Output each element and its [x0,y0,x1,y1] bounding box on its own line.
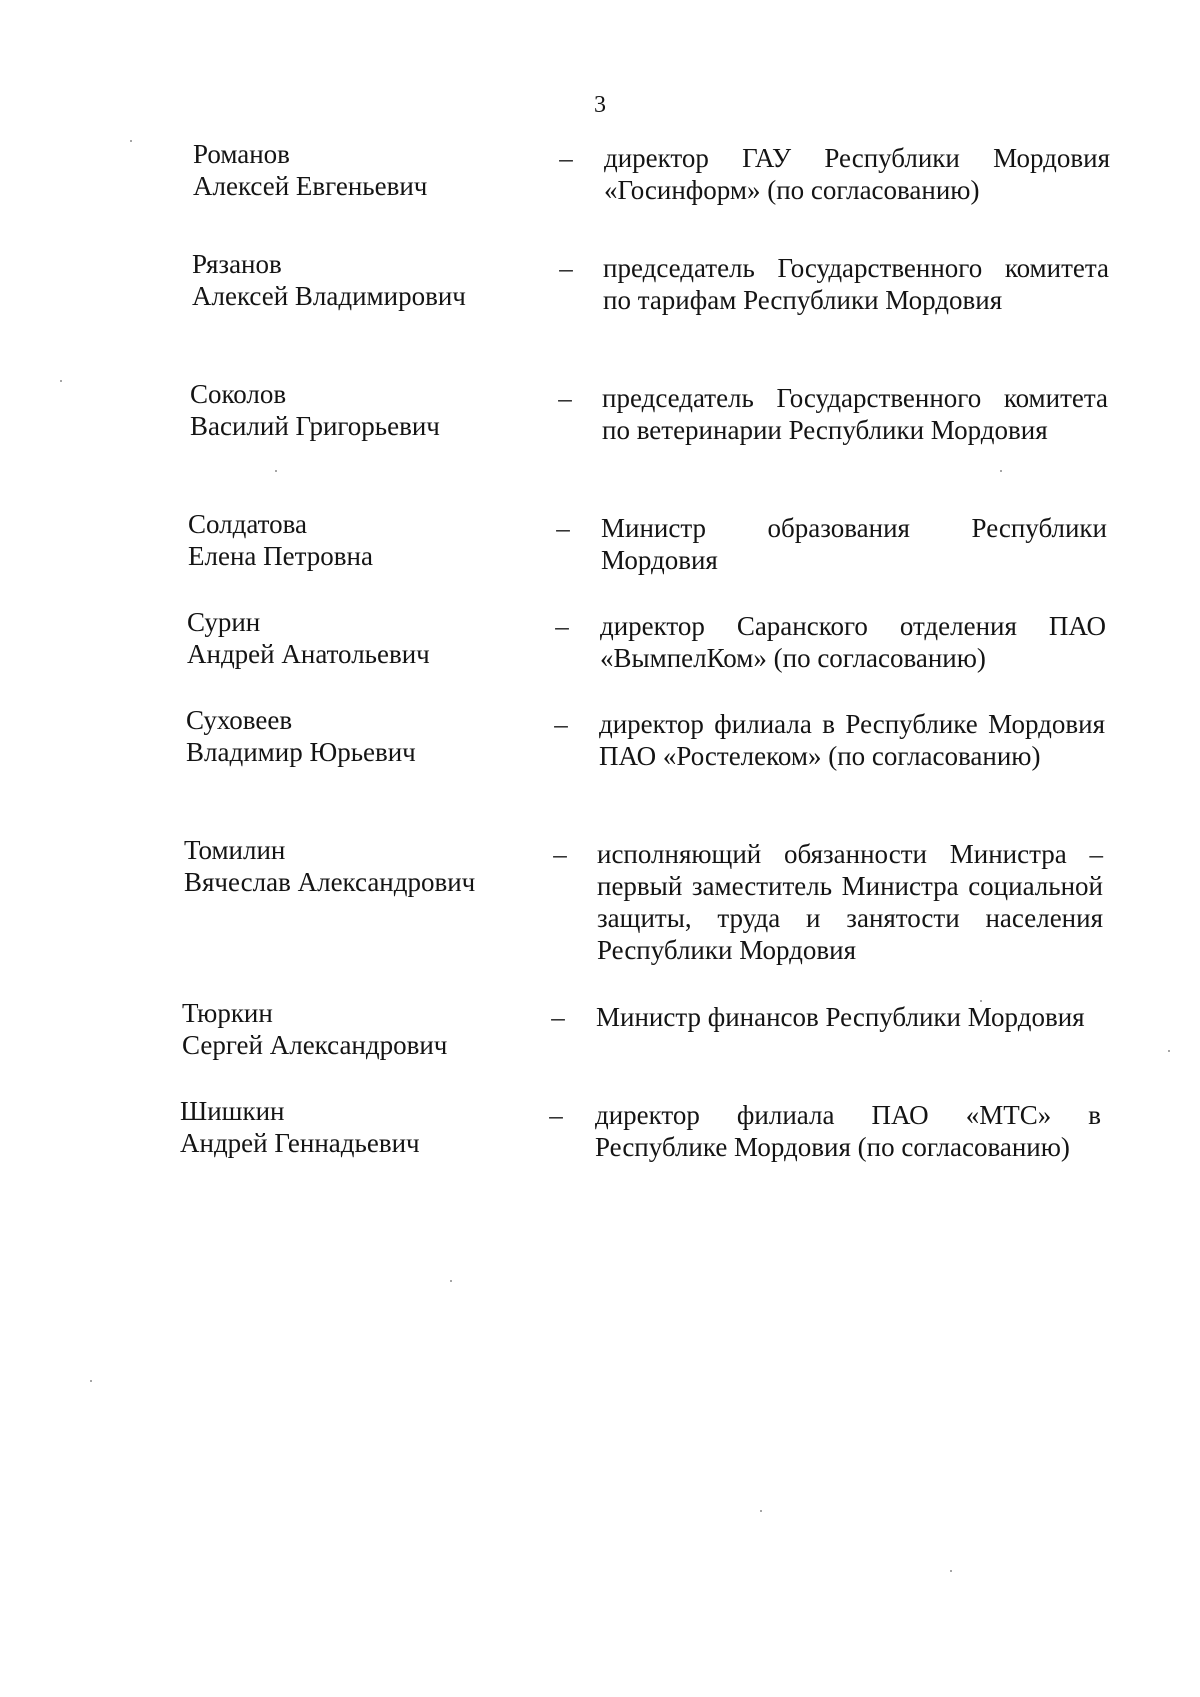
member-role: директор филиала ПАО «МТС» в Республике Мордовия (по согласованию) [595,1100,1101,1162]
scan-speck [1000,470,1002,472]
member-name [187,606,497,670]
member-surname: Томилин [184,835,286,865]
scan-speck [980,1000,982,1002]
member-given-names: Андрей Анатольевич [187,639,430,669]
member-given-names: Алексей Евгеньевич [193,171,428,201]
member-given-names: Андрей Геннадьевич [180,1128,420,1158]
scan-speck [1168,1050,1170,1052]
separator-dash: – [551,1002,565,1032]
member-surname: Рязанов [192,249,282,279]
member-name [188,508,498,572]
separator-dash: – [554,709,568,739]
member-role: Министр финансов Республики Мордовия [596,1002,1085,1032]
separator-dash: – [555,611,569,641]
member-surname: Тюркин [182,998,273,1028]
member-given-names: Василий Григорьевич [190,411,440,441]
member-role: директор ГАУ Республики Мордовия «Госинформ» (по согласованию) [604,143,1110,205]
member-role: председатель Государственного комитета по ветеринарии Республики Мордовия [602,383,1108,445]
member-surname: Романов [193,139,290,169]
member-role: директор филиала в Республике Мордовия ПАО «Ростелеком» (по согласованию) [599,709,1105,771]
member-given-names: Вячеслав Александрович [184,867,476,897]
member-given-names: Алексей Владимирович [192,281,466,311]
scan-speck [760,1510,762,1512]
member-role: директор Саранского отделения ПАО «ВымпелКом» (по согласованию) [600,611,1106,673]
separator-dash: – [549,1100,563,1130]
member-name [192,248,502,312]
separator-dash: – [559,253,573,283]
scan-speck [90,1380,92,1382]
member-name [180,1095,490,1159]
separator-dash: – [558,383,572,413]
scan-speck [950,1570,952,1572]
scan-speck [275,470,277,472]
member-given-names: Елена Петровна [188,541,373,571]
member-name [190,378,500,442]
separator-dash: – [553,839,567,869]
member-surname: Соколов [190,379,287,409]
member-surname: Суховеев [186,705,293,735]
member-role: председатель Государственного комитета по тарифам Республики Мордовия [603,253,1109,315]
member-given-names: Сергей Александрович [182,1030,448,1060]
page-number: 3 [594,92,606,118]
member-surname: Сурин [187,607,261,637]
member-name [186,704,496,768]
member-name [193,138,503,202]
member-name [182,997,492,1061]
member-surname: Солдатова [188,509,307,539]
scan-speck [450,1280,452,1282]
scan-speck [60,380,62,382]
separator-dash: – [556,513,570,543]
scan-speck [130,140,132,142]
separator-dash: – [559,143,573,173]
member-role: исполняющий обязанности Министра – первый заместитель Министра социальной защиты, труда и занятости населения Республики Мордовия [597,839,1103,965]
member-surname: Шишкин [180,1096,285,1126]
member-role: Министр образования Республики Мордовия [601,513,1107,575]
member-given-names: Владимир Юрьевич [186,737,416,767]
member-name [184,834,494,898]
